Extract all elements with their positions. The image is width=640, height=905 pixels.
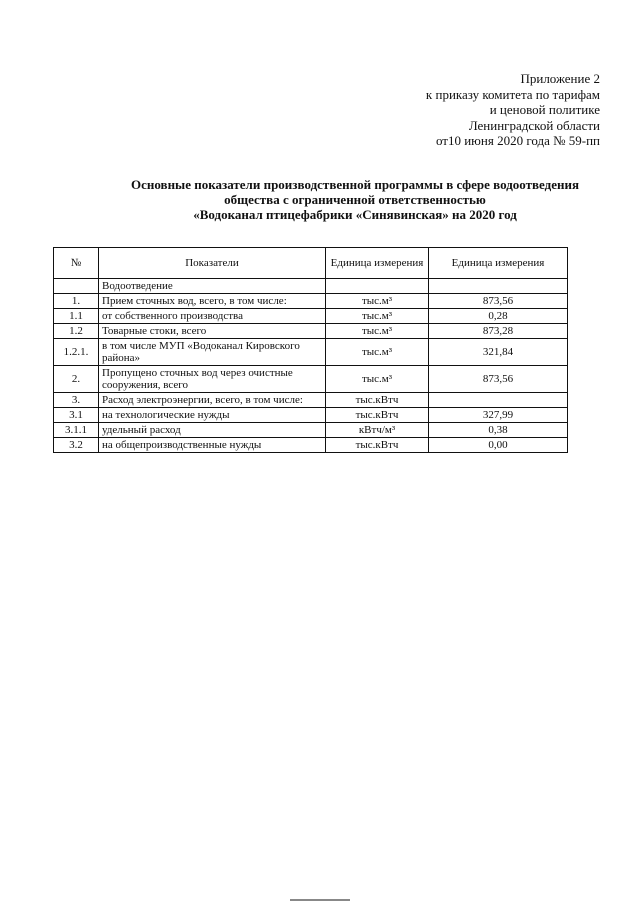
header-num: №	[54, 248, 99, 279]
row-num: 3.1.1	[54, 423, 99, 438]
table-row	[54, 393, 568, 408]
row-num: 1.2.1.	[54, 339, 99, 366]
row-unit: тыс.м³	[326, 324, 429, 339]
page-edge-mark	[290, 899, 350, 901]
row-num: 1.2	[54, 324, 99, 339]
row-num: 2.	[54, 366, 99, 393]
row-num	[54, 279, 99, 294]
row-num: 1.1	[54, 309, 99, 324]
table-row	[54, 294, 568, 309]
row-unit: кВтч/м³	[326, 423, 429, 438]
row-name: Водоотведение	[99, 279, 326, 294]
indicators-table	[53, 247, 568, 453]
header-name: Показатели	[99, 248, 326, 279]
row-unit: тыс.м³	[326, 294, 429, 309]
row-name: от собственного производства	[99, 309, 326, 324]
row-name: удельный расход	[99, 423, 326, 438]
appendix-block	[370, 71, 600, 149]
row-name: в том числе МУП «Водоканал Кировского района»	[99, 339, 326, 366]
table-row	[54, 366, 568, 393]
table-row	[54, 339, 568, 366]
appendix-line: от10 июня 2020 года № 59-пп	[435, 133, 600, 148]
row-value	[429, 393, 568, 408]
table-row	[54, 324, 568, 339]
header-value: Единица измерения	[429, 248, 568, 279]
appendix-line: Ленинградской области	[468, 117, 600, 133]
row-value: 327,99	[429, 408, 568, 423]
row-unit	[326, 279, 429, 294]
row-value: 0,28	[429, 309, 568, 324]
row-value: 321,84	[429, 339, 568, 366]
table-row	[54, 279, 568, 294]
row-name: на общепроизводственные нужды	[99, 438, 326, 453]
row-unit: тыс.кВтч	[326, 408, 429, 423]
row-value: 873,56	[429, 294, 568, 309]
row-num: 3.2	[54, 438, 99, 453]
row-value	[429, 279, 568, 294]
appendix-line: и ценовой политике	[489, 102, 600, 117]
appendix-line: Приложение 2	[520, 71, 600, 86]
row-unit: тыс.кВтч	[326, 438, 429, 453]
row-name: Расход электроэнергии, всего, в том числе:	[99, 393, 326, 408]
row-unit: тыс.кВтч	[326, 393, 429, 408]
row-num: 3.1	[54, 408, 99, 423]
header-unit: Единица измерения	[326, 248, 429, 279]
title-line: общества с ограниченной ответственностью	[224, 192, 486, 207]
row-name: Пропущено сточных вод через очистные сооружения, всего	[99, 366, 326, 393]
row-name: Товарные стоки, всего	[99, 324, 326, 339]
row-num: 3.	[54, 393, 99, 408]
table-row	[54, 423, 568, 438]
row-name: Прием сточных вод, всего, в том числе:	[99, 294, 326, 309]
title-line: Основные показатели производственной программы в сфере водоотведения	[131, 177, 579, 192]
table-row	[54, 408, 568, 423]
table-row	[54, 309, 568, 324]
row-value: 0,00	[429, 438, 568, 453]
row-unit: тыс.м³	[326, 366, 429, 393]
appendix-line: к приказу комитета по тарифам	[425, 86, 600, 102]
row-unit: тыс.м³	[326, 339, 429, 366]
table-row	[54, 438, 568, 453]
row-num: 1.	[54, 294, 99, 309]
row-value: 873,28	[429, 324, 568, 339]
row-value: 0,38	[429, 423, 568, 438]
row-unit: тыс.м³	[326, 309, 429, 324]
table-header-row	[54, 248, 568, 279]
title-line: «Водоканал птицефабрики «Синявинская» на 2020 год	[193, 207, 517, 222]
row-value: 873,56	[429, 366, 568, 393]
row-name: на технологические нужды	[99, 408, 326, 423]
document-title	[90, 177, 620, 222]
